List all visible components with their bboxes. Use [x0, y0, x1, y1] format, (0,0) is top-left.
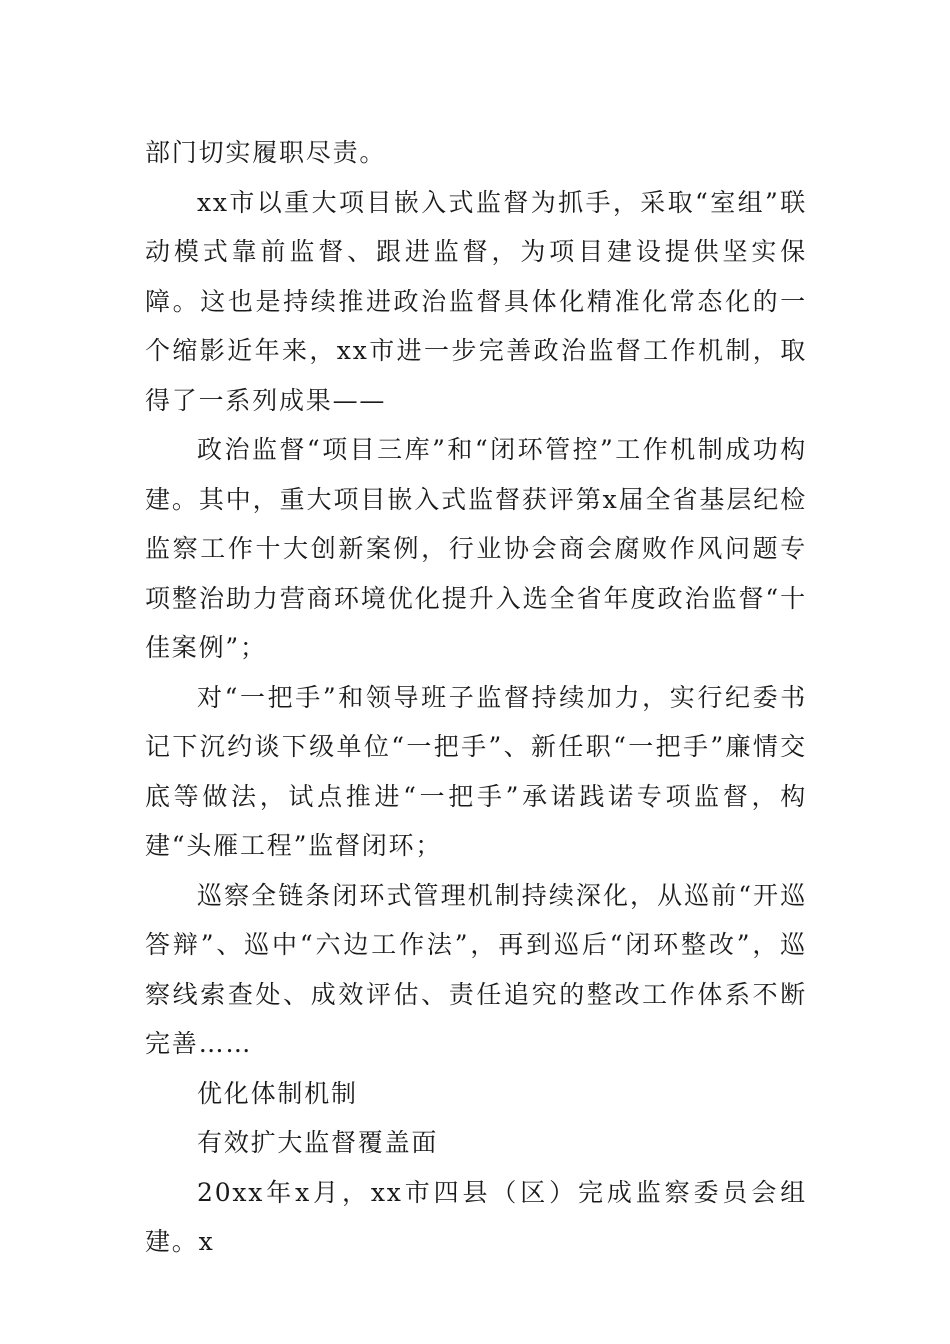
document-body: [145, 128, 807, 1267]
paragraph-4: 对“一把手”和领导班子监督持续加力，实行纪委书记下沉约谈下级单位“一把手”、新任职“一把手”廉情交底等做法，试点推进“一把手”承诺践诺专项监督，构建“头雁工程”监督闭环；: [145, 682, 807, 860]
paragraph-3: 政治监督“项目三库”和“闭环管控”工作机制成功构建。其中，重大项目嵌入式监督获评第x届全省基层纪检监察工作十大创新案例，行业协会商会腐败作风问题专项整治助力营商环境优化提升入选全省年度政治监督“十佳案例”；: [145, 435, 807, 662]
section-heading-line-2: 有效扩大监督覆盖面: [197, 1128, 439, 1157]
paragraph-1: 部门切实履职尽责。: [145, 138, 387, 167]
paragraph-5: 巡察全链条闭环式管理机制持续深化，从巡前“开巡答辩”、巡中“六边工作法”，再到巡后“闭环整改”，巡察线索查处、成效评估、责任追究的整改工作体系不断完善……: [145, 880, 807, 1058]
section-heading-line-1: 优化体制机制: [197, 1078, 358, 1108]
paragraph-2: xx市以重大项目嵌入式监督为抓手，采取“室组”联动模式靠前监督、跟进监督，为项目建设提供坚实保障。这也是持续推进政治监督具体化精准化常态化的一个缩影近年来，xx市进一步完善政治监督工作机制，取得了一系列成果——: [145, 187, 807, 415]
paragraph-8: 20xx年x月，xx市四县（区）完成监察委员会组建。x: [145, 1177, 807, 1256]
